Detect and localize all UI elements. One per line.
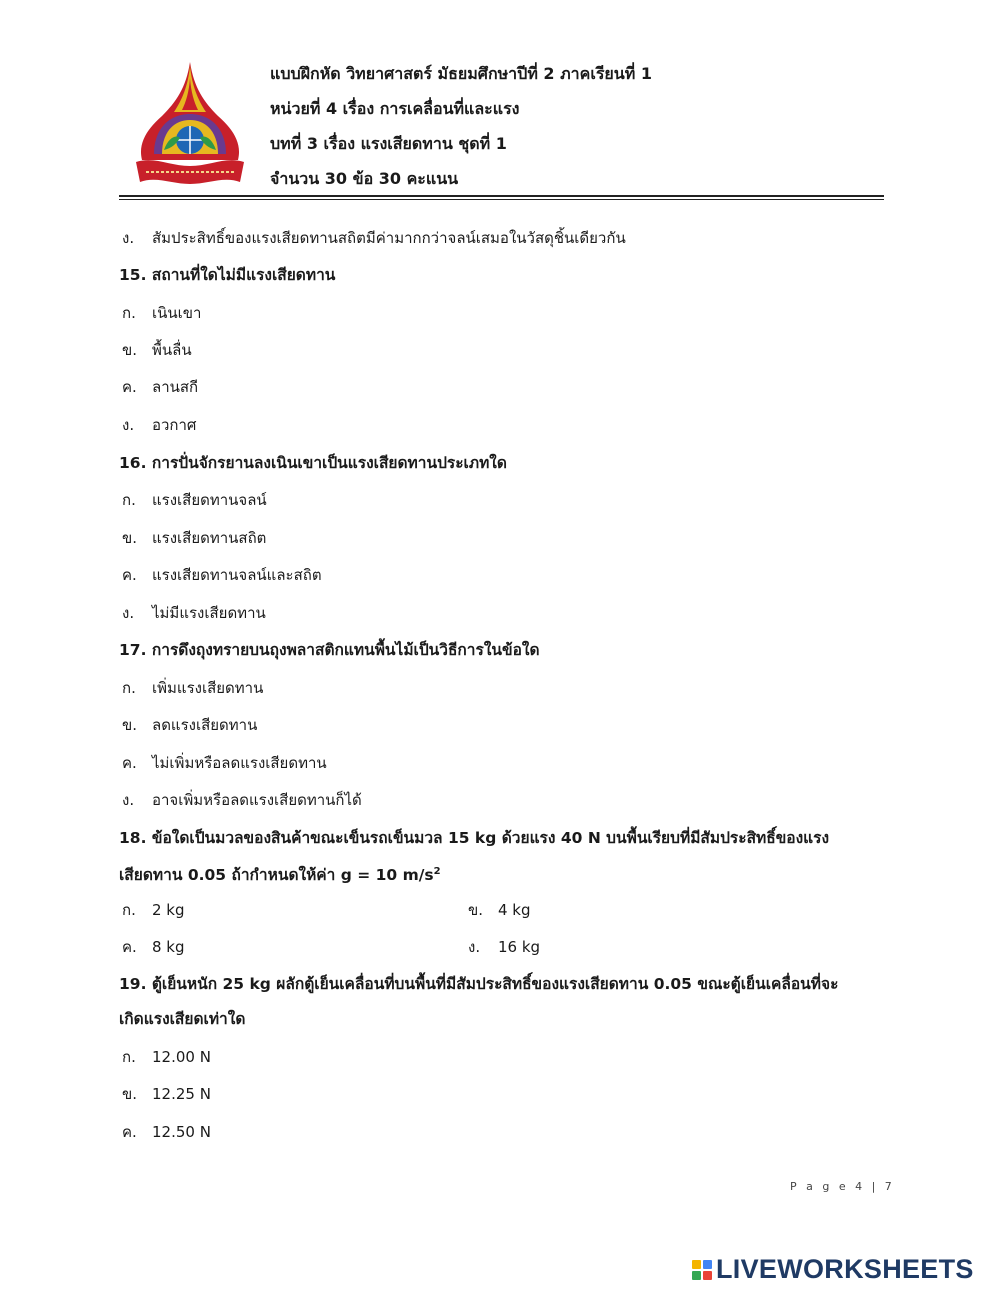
option-letter: ก. xyxy=(122,491,136,509)
option-text: เพิ่มแรงเสียดทาน xyxy=(152,679,264,697)
q17-option-a[interactable] xyxy=(122,677,263,699)
option-letter: ง. xyxy=(122,416,135,434)
option-letter: ค. xyxy=(122,378,137,396)
q15-option-d[interactable] xyxy=(122,414,196,436)
option-text: สัมประสิทธิ์ของแรงเสียดทานสถิตมีค่ามากกว่าจลน์เสมอในวัสดุชิ้นเดียวกัน xyxy=(152,229,626,247)
option-text: 4 kg xyxy=(498,901,531,919)
question-19-line2: เกิดแรงเสียดเท่าใด xyxy=(119,1010,246,1028)
option-letter: ง. xyxy=(122,791,135,809)
q15-option-a[interactable] xyxy=(122,302,201,324)
question-19-line1: 19. ตู้เย็นหนัก 25 kg ผลักตู้เย็นเคลื่อนที่บนพื้นที่มีสัมประสิทธิ์ของแรงเสียดทาน 0.05 ขณะตู้เย็นเคลื่อนที่จะ xyxy=(119,975,839,993)
option-text: ไม่มีแรงเสียดทาน xyxy=(152,604,266,622)
question-15: 15. สถานที่ใดไม่มีแรงเสียดทาน xyxy=(119,266,336,284)
page-number: P a g e 4 | 7 xyxy=(790,1180,895,1193)
option-letter: ค. xyxy=(122,938,137,956)
option-text: เนินเขา xyxy=(152,304,202,322)
header-subject: แบบฝึกหัด วิทยาศาสตร์ มัธยมศึกษาปีที่ 2 ภาคเรียนที่ 1 xyxy=(270,64,652,83)
q19-option-b[interactable] xyxy=(122,1083,211,1105)
question-17: 17. การดึงถุงทรายบนถุงพลาสติกแทนพื้นไม้เป็นวิธีการในข้อใด xyxy=(119,641,540,659)
q19-option-a[interactable] xyxy=(122,1046,211,1068)
q16-option-b[interactable] xyxy=(122,527,266,549)
icon-square xyxy=(692,1271,701,1280)
option-letter: ง. xyxy=(122,229,135,247)
option-text: อาจเพิ่มหรือลดแรงเสียดทานก็ได้ xyxy=(152,791,362,809)
option-letter: ข. xyxy=(122,529,138,547)
header-count: จำนวน 30 ข้อ 30 คะแนน xyxy=(270,169,459,188)
option-letter: ค. xyxy=(122,754,137,772)
header-divider xyxy=(119,195,884,197)
icon-square xyxy=(703,1271,712,1280)
option-letter: ข. xyxy=(122,341,138,359)
liveworksheets-brand[interactable] xyxy=(692,1254,974,1285)
option-text: 16 kg xyxy=(498,938,541,956)
option-letter: ก. xyxy=(122,901,136,919)
q19-option-c[interactable] xyxy=(122,1121,211,1143)
option-text: ลดแรงเสียดทาน xyxy=(152,716,258,734)
q16-option-a[interactable] xyxy=(122,489,267,511)
option-text: 12.00 N xyxy=(152,1048,211,1066)
option-letter: ง. xyxy=(468,938,481,956)
q18-option-b[interactable] xyxy=(468,899,531,921)
school-logo xyxy=(134,58,246,190)
header-chapter: บทที่ 3 เรื่อง แรงเสียดทาน ชุดที่ 1 xyxy=(270,134,507,153)
q18-option-d[interactable] xyxy=(468,936,540,958)
option-text: 8 kg xyxy=(152,938,185,956)
option-letter: ก. xyxy=(122,304,136,322)
q16-option-d[interactable] xyxy=(122,602,266,624)
option-letter: ก. xyxy=(122,1048,136,1066)
q18-option-a[interactable] xyxy=(122,899,185,921)
option-letter: ค. xyxy=(122,566,137,584)
option-text: แรงเสียดทานสถิต xyxy=(152,529,267,547)
q17-option-c[interactable] xyxy=(122,752,327,774)
option-text: 2 kg xyxy=(152,901,185,919)
liveworksheets-logo-icon xyxy=(692,1260,712,1280)
option-text: พื้นลื่น xyxy=(152,341,192,359)
q15-option-c[interactable] xyxy=(122,376,198,398)
option-text: 12.50 N xyxy=(152,1123,211,1141)
option-text: อวกาศ xyxy=(152,416,197,434)
header-divider-thin xyxy=(119,199,884,200)
q17-option-b[interactable] xyxy=(122,714,257,736)
question-18-line1: 18. ข้อใดเป็นมวลของสินค้าขณะเข็นรถเข็นมวล 15 kg ด้วยแรง 40 N บนพื้นเรียบที่มีสัมประสิทธิ์ของแรง xyxy=(119,829,830,847)
option-letter: ข. xyxy=(122,1085,138,1103)
option-prev-d[interactable] xyxy=(122,227,626,249)
brand-name: LIVEWORKSHEETS xyxy=(716,1254,974,1284)
q16-option-c[interactable] xyxy=(122,564,322,586)
superscript: 2 xyxy=(433,866,441,877)
option-text: แรงเสียดทานจลน์ xyxy=(152,491,267,509)
question-16: 16. การปั่นจักรยานลงเนินเขาเป็นแรงเสียดทานประเภทใด xyxy=(119,454,507,472)
q18-option-c[interactable] xyxy=(122,936,185,958)
option-text: ไม่เพิ่มหรือลดแรงเสียดทาน xyxy=(152,754,327,772)
q15-option-b[interactable] xyxy=(122,339,192,361)
option-letter: ง. xyxy=(122,604,135,622)
option-text: แรงเสียดทานจลน์และสถิต xyxy=(152,566,322,584)
option-letter: ก. xyxy=(122,679,136,697)
question-18-line2 xyxy=(119,861,441,886)
question-18-text: เสียดทาน 0.05 ถ้ากำหนดให้ค่า g = 10 m/s xyxy=(119,866,434,885)
option-letter: ข. xyxy=(122,716,138,734)
worksheet-header xyxy=(270,60,652,200)
icon-square xyxy=(692,1260,701,1269)
icon-square xyxy=(703,1260,712,1269)
option-letter: ค. xyxy=(122,1123,137,1141)
option-text: 12.25 N xyxy=(152,1085,211,1103)
q17-option-d[interactable] xyxy=(122,789,362,811)
header-unit: หน่วยที่ 4 เรื่อง การเคลื่อนที่และแรง xyxy=(270,99,520,118)
option-text: ลานสกี xyxy=(152,378,199,396)
option-letter: ข. xyxy=(468,901,484,919)
